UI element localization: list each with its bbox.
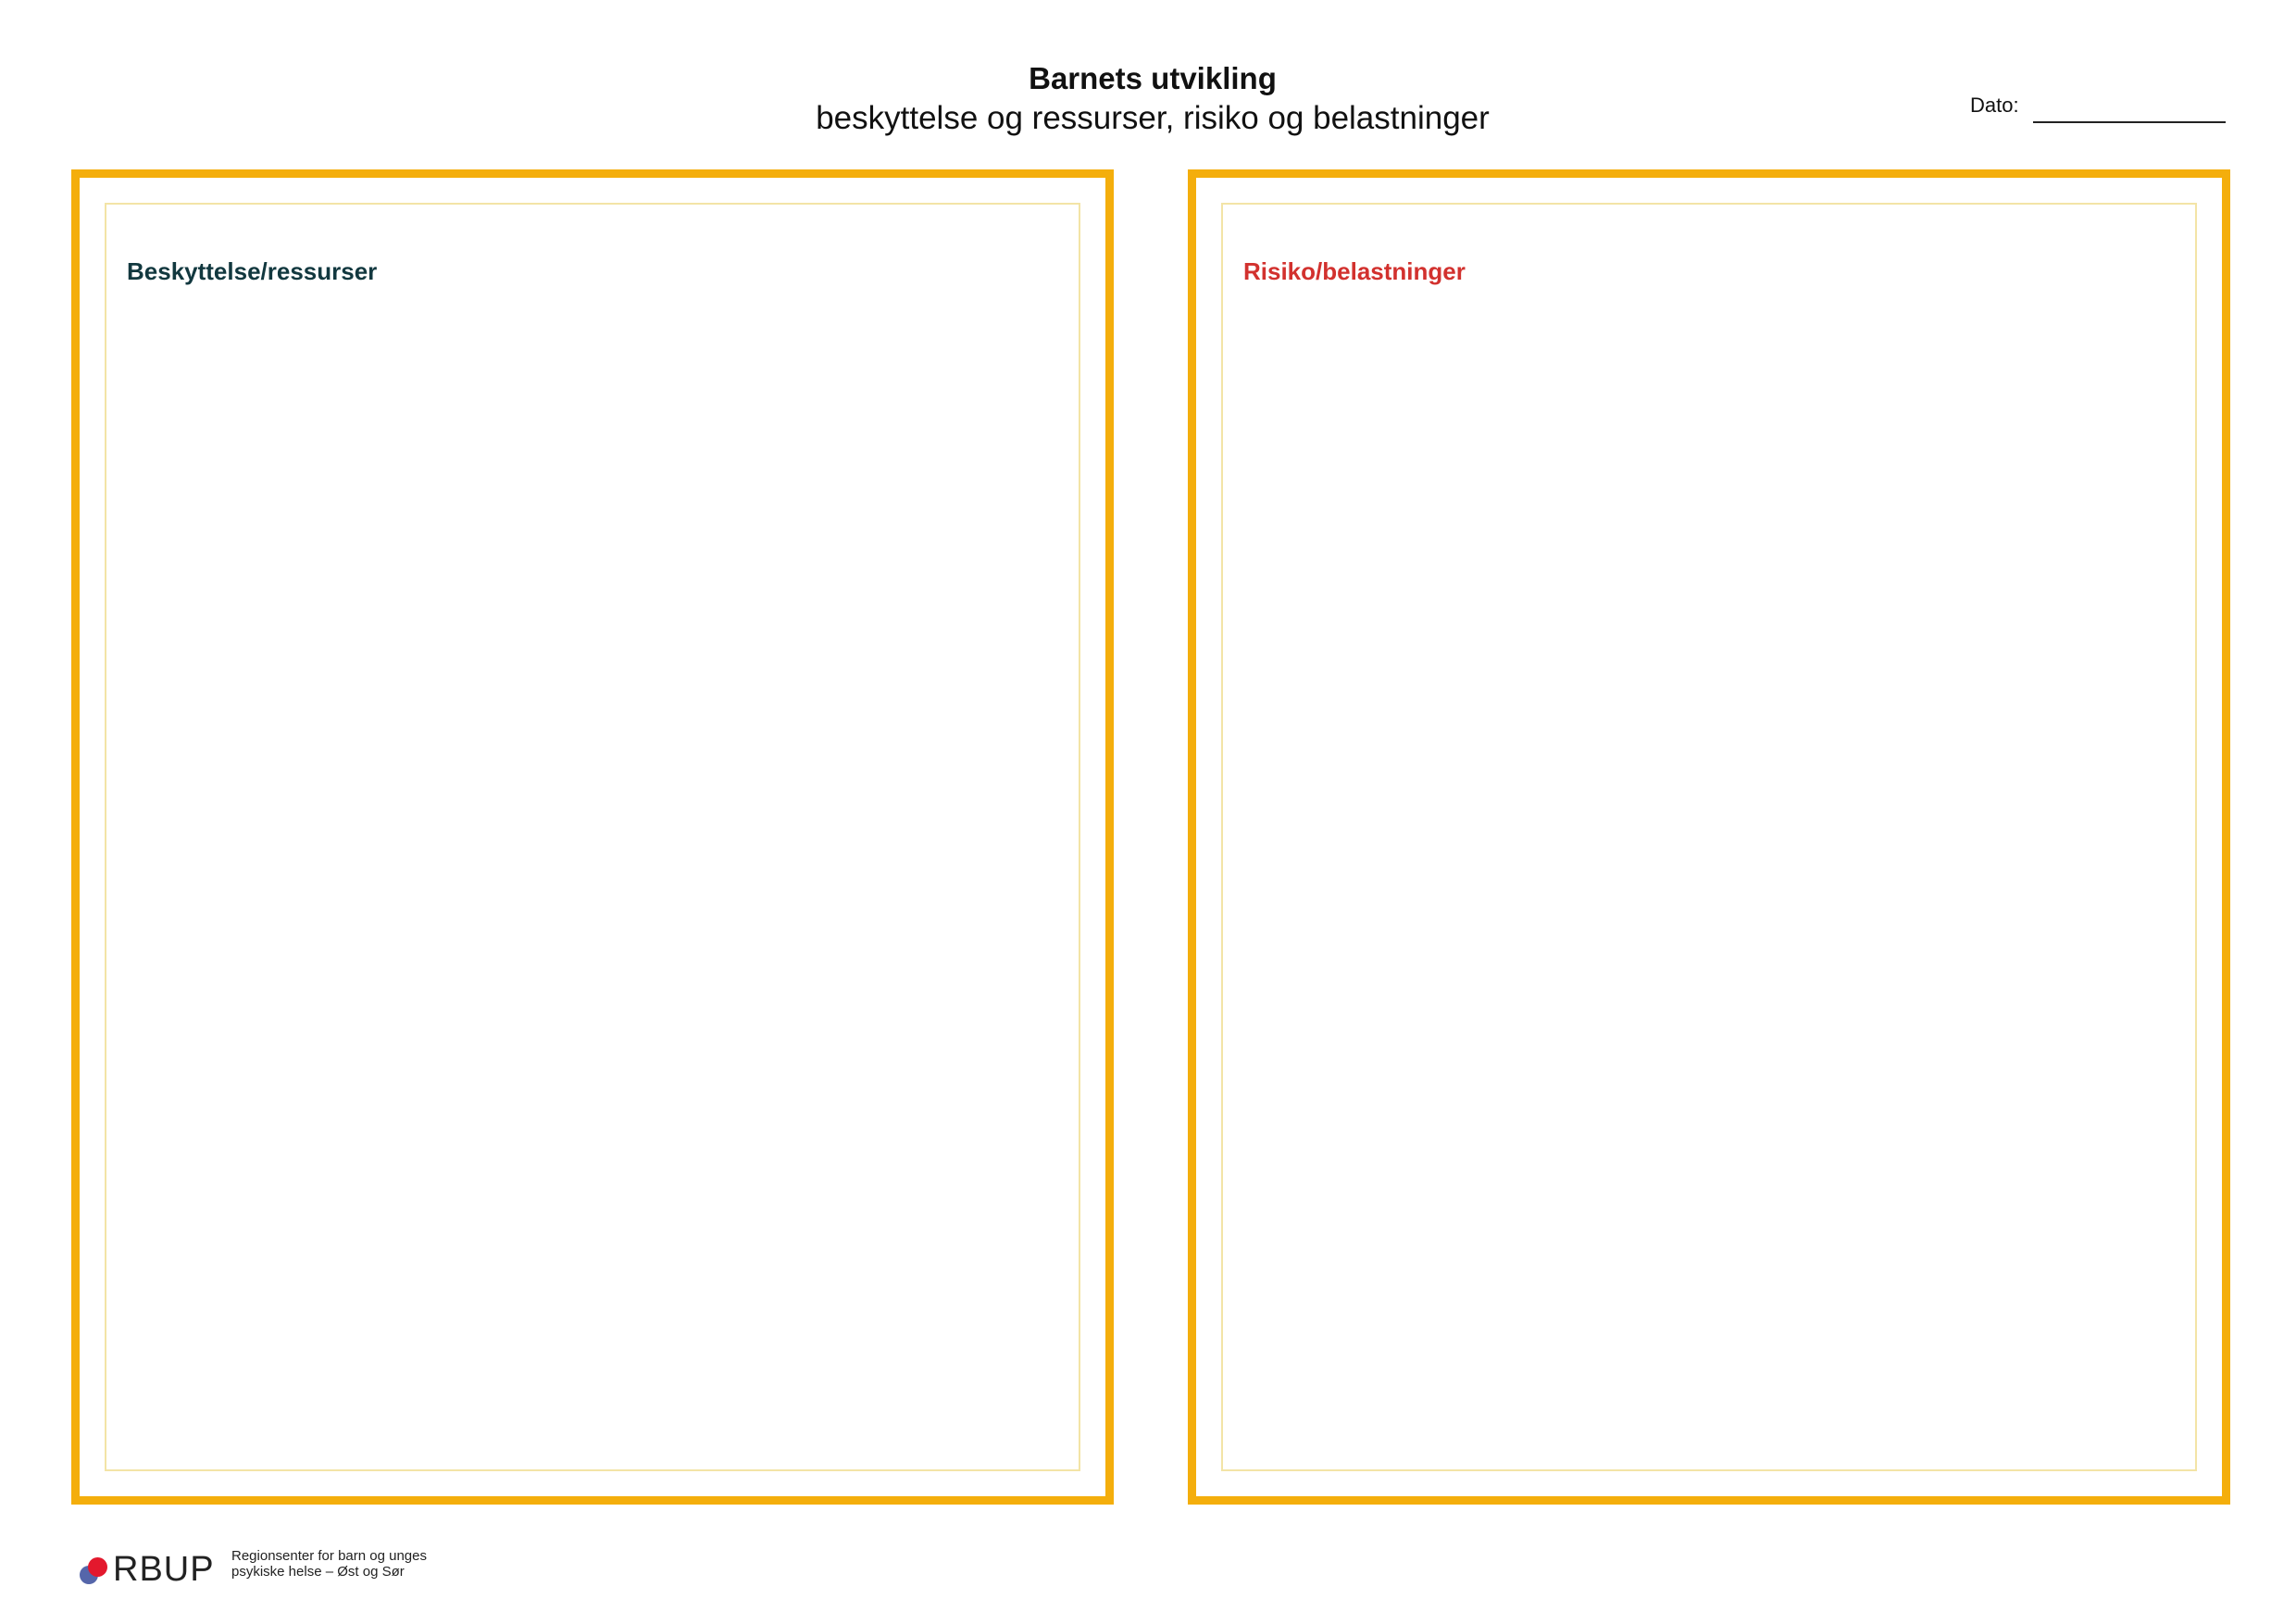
organization-name <box>231 1548 427 1580</box>
document-title: Barnets utvikling <box>1029 61 1277 95</box>
rbup-logo-text: RBUP <box>113 1550 215 1589</box>
rbup-logo <box>80 1546 215 1593</box>
risk-burdens-panel <box>1188 169 2230 1505</box>
protection-resources-heading: Beskyttelse/ressurser <box>127 257 378 285</box>
date-field[interactable] <box>2033 121 2226 123</box>
organization-name-line-1: Regionsenter for barn og unges <box>231 1548 427 1564</box>
protection-resources-writing-area[interactable] <box>105 203 1080 1471</box>
document-subtitle: beskyttelse og ressurser, risiko og belastninger <box>816 100 1490 136</box>
date-label: Dato: <box>1970 94 2019 117</box>
organization-name-line-2: psykiske helse – Øst og Sør <box>231 1564 405 1580</box>
risk-burdens-writing-area[interactable] <box>1221 203 2197 1471</box>
rbup-logo-mark-icon <box>80 1553 109 1586</box>
document-header <box>0 59 2296 139</box>
protection-resources-panel <box>71 169 1114 1505</box>
risk-burdens-heading: Risiko/belastninger <box>1243 257 1466 285</box>
